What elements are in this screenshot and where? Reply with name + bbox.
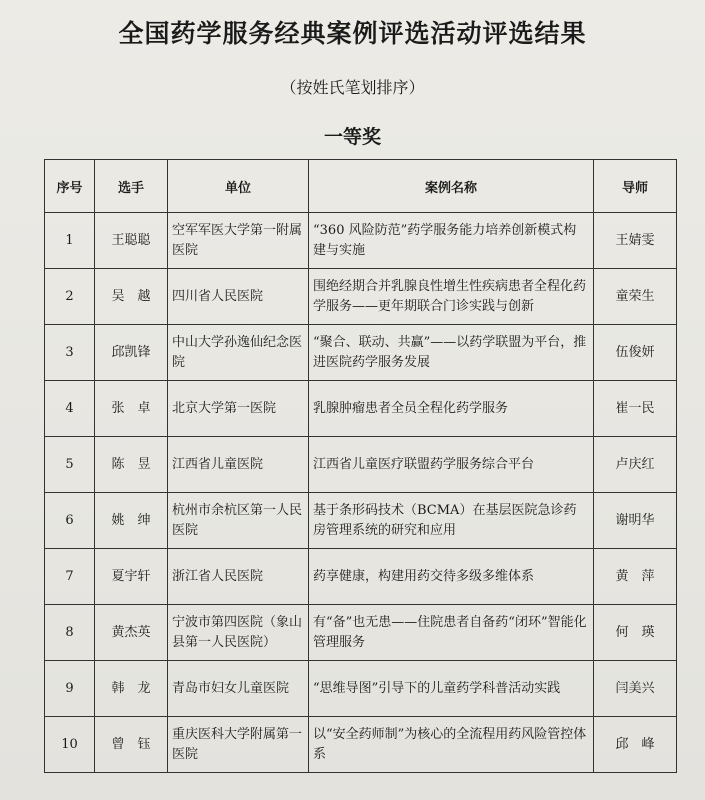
table-row (45, 605, 677, 661)
row-participant: 曾 钰 (95, 717, 168, 773)
page-title: 全国药学服务经典案例评选活动评选结果 (118, 19, 587, 48)
row-unit: 中山大学孙逸仙纪念医院 (168, 325, 309, 381)
header-mentor: 导师 (594, 160, 677, 213)
row-unit: 四川省人民医院 (168, 269, 309, 325)
table-row (45, 269, 677, 325)
table-row (45, 549, 677, 605)
table-row (45, 717, 677, 773)
table-row (45, 325, 677, 381)
row-mentor: 崔一民 (594, 381, 677, 437)
row-unit: 北京大学第一医院 (168, 381, 309, 437)
table-row (45, 661, 677, 717)
row-mentor: 伍俊妍 (594, 325, 677, 381)
row-number: 7 (45, 549, 95, 605)
row-number: 10 (45, 717, 95, 773)
header-number: 序号 (45, 160, 95, 213)
row-participant: 陈 昱 (95, 437, 168, 493)
row-number: 6 (45, 493, 95, 549)
row-number: 9 (45, 661, 95, 717)
row-unit: 重庆医科大学附属第一医院 (168, 717, 309, 773)
row-case-name: “思维导图”引导下的儿童药学科普活动实践 (309, 661, 594, 717)
row-case-name: 乳腺肿瘤患者全员全程化药学服务 (309, 381, 594, 437)
page-subtitle: （按姓氏笔划排序） (280, 78, 425, 97)
row-participant: 邱凯锋 (95, 325, 168, 381)
table-header-row (45, 160, 677, 213)
row-case-name: 以“安全药师制”为核心的全流程用药风险管控体系 (309, 717, 594, 773)
row-participant: 张 卓 (95, 381, 168, 437)
header-unit: 单位 (168, 160, 309, 213)
row-number: 4 (45, 381, 95, 437)
row-unit: 江西省儿童医院 (168, 437, 309, 493)
table-row (45, 437, 677, 493)
row-number: 3 (45, 325, 95, 381)
row-unit: 青岛市妇女儿童医院 (168, 661, 309, 717)
row-participant: 黄杰英 (95, 605, 168, 661)
row-participant: 夏宇轩 (95, 549, 168, 605)
row-participant: 吴 越 (95, 269, 168, 325)
row-mentor: 黄 萍 (594, 549, 677, 605)
row-number: 5 (45, 437, 95, 493)
results-table (44, 159, 677, 773)
row-mentor: 闫美兴 (594, 661, 677, 717)
row-unit: 浙江省人民医院 (168, 549, 309, 605)
row-mentor: 童荣生 (594, 269, 677, 325)
row-unit: 空军军医大学第一附属医院 (168, 213, 309, 269)
row-number: 2 (45, 269, 95, 325)
table-row (45, 213, 677, 269)
row-mentor: 何 瑛 (594, 605, 677, 661)
row-participant: 韩 龙 (95, 661, 168, 717)
row-participant: 王聪聪 (95, 213, 168, 269)
header-participant: 选手 (95, 160, 168, 213)
award-heading: 一等奖 (323, 126, 381, 148)
row-case-name: 药享健康，构建用药交待多级多维体系 (309, 549, 594, 605)
row-mentor: 谢明华 (594, 493, 677, 549)
row-case-name: 有“备”也无患——住院患者自备药“闭环”智能化管理服务 (309, 605, 594, 661)
row-case-name: “聚合、联动、共赢”——以药学联盟为平台，推进医院药学服务发展 (309, 325, 594, 381)
header-case-name: 案例名称 (309, 160, 594, 213)
row-number: 8 (45, 605, 95, 661)
row-case-name: 基于条形码技术（BCMA）在基层医院急诊药房管理系统的研究和应用 (309, 493, 594, 549)
row-mentor: 卢庆红 (594, 437, 677, 493)
table-row (45, 493, 677, 549)
row-case-name: “360 风险防范”药学服务能力培养创新模式构建与实施 (309, 213, 594, 269)
row-mentor: 邱 峰 (594, 717, 677, 773)
row-unit: 宁波市第四医院（象山县第一人民医院） (168, 605, 309, 661)
row-case-name: 围绝经期合并乳腺良性增生性疾病患者全程化药学服务——更年期联合门诊实践与创新 (309, 269, 594, 325)
row-unit: 杭州市余杭区第一人民医院 (168, 493, 309, 549)
row-number: 1 (45, 213, 95, 269)
row-participant: 姚 绅 (95, 493, 168, 549)
table-row (45, 381, 677, 437)
row-mentor: 王婧雯 (594, 213, 677, 269)
row-case-name: 江西省儿童医疗联盟药学服务综合平台 (309, 437, 594, 493)
